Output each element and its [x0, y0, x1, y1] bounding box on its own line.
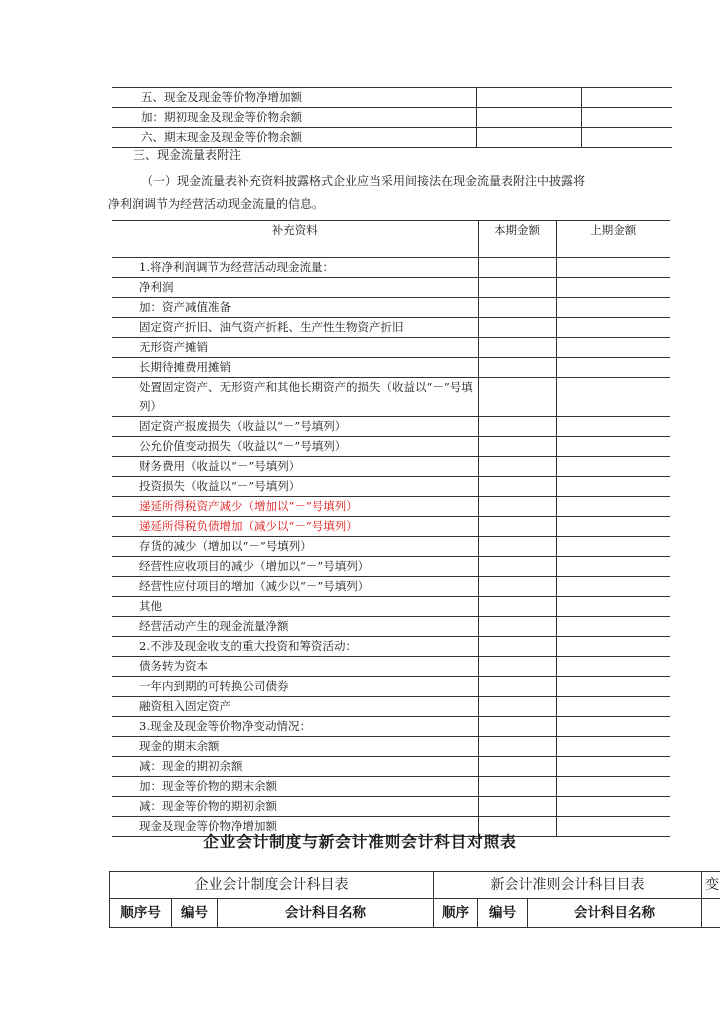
- row-label: 财务费用（收益以“－”号填列）: [112, 457, 478, 477]
- col-seq: 顺序号: [110, 899, 172, 928]
- row-label: 现金的期末余额: [112, 737, 478, 757]
- amount-cell: [478, 617, 556, 637]
- row-label: 减：现金等价物的期初余额: [112, 797, 478, 817]
- table-row: [112, 437, 670, 457]
- table-row: [112, 258, 670, 278]
- amount-cell: [556, 358, 670, 378]
- amount-cell: [478, 278, 556, 298]
- amount-cell: [478, 797, 556, 817]
- cash-balance-table: [112, 87, 672, 148]
- table-row: [112, 298, 670, 318]
- amount-cell: [556, 637, 670, 657]
- amount-cell: [478, 637, 556, 657]
- row-label: 固定资产折旧、油气资产折耗、生产性生物资产折旧: [112, 318, 478, 338]
- row-label: 其他: [112, 597, 478, 617]
- row-label: 债务转为资本: [112, 657, 478, 677]
- row-label: 减：现金的期初余额: [112, 757, 478, 777]
- table-row: [112, 697, 670, 717]
- table-header-row: [112, 221, 670, 258]
- row-label: 经营性应付项目的增加（减少以“－”号填列）: [112, 577, 478, 597]
- table-row: [112, 517, 670, 537]
- row-label: 存货的减少（增加以“－”号填列）: [112, 537, 478, 557]
- amount-cell: [478, 457, 556, 477]
- row-label: 现金及现金等价物净增加额: [112, 817, 478, 837]
- amount-cell: [556, 677, 670, 697]
- amount-cell: [556, 378, 670, 417]
- table-row: [112, 457, 670, 477]
- paragraph-line-1: （一）现金流量表补充资料披露格式企业应当采用间接法在现金流量表附注中披露将: [141, 174, 586, 188]
- amount-cell: [478, 757, 556, 777]
- amount-cell: [478, 298, 556, 318]
- table-row: [112, 717, 670, 737]
- header-prior-amount: 上期金额: [556, 221, 670, 258]
- table-row: [112, 777, 670, 797]
- table-row: [112, 477, 670, 497]
- table-row: [112, 278, 670, 298]
- table-row: [112, 677, 670, 697]
- amount-cell: [556, 318, 670, 338]
- row-label: 经营性应收项目的减少（增加以“－”号填列）: [112, 557, 478, 577]
- col-account-name: 会计科目名称: [218, 899, 434, 928]
- row-label: 加：现金等价物的期末余额: [112, 777, 478, 797]
- row-label: 加：期初现金及现金等价物余额: [112, 108, 476, 128]
- table-row: [112, 417, 670, 437]
- amount-cell: [478, 437, 556, 457]
- amount-cell: [556, 697, 670, 717]
- amount-cell: [556, 477, 670, 497]
- table-header-row: [110, 872, 720, 899]
- table-header-row: [110, 899, 720, 928]
- row-label: 经营活动产生的现金流量净额: [112, 617, 478, 637]
- row-label: 长期待摊费用摊销: [112, 358, 478, 378]
- row-label: 处置固定资产、无形资产和其他长期资产的损失（收益以“－”号填列）: [112, 378, 478, 417]
- amount-cell: [478, 378, 556, 417]
- row-label: 公允价值变动损失（收益以“－”号填列）: [112, 437, 478, 457]
- header-current-amount: 本期金额: [478, 221, 556, 258]
- amount-cell: [556, 517, 670, 537]
- amount-cell: [478, 497, 556, 517]
- amount-cell: [478, 717, 556, 737]
- col-seq: 顺序: [434, 899, 478, 928]
- amount-cell: [478, 537, 556, 557]
- amount-cell: [556, 657, 670, 677]
- table-row: [112, 497, 670, 517]
- row-label: 3.现金及现金等价物净变动情况：: [112, 717, 478, 737]
- amount-cell: [478, 338, 556, 358]
- row-label: 固定资产报废损失（收益以“－”号填列）: [112, 417, 478, 437]
- table-row: [112, 318, 670, 338]
- row-label: 投资损失（收益以“－”号填列）: [112, 477, 478, 497]
- header-old-system: 企业会计制度会计科目表: [110, 872, 434, 899]
- row-label: 1.将净利润调节为经营活动现金流量：: [112, 258, 478, 278]
- table-row: [112, 657, 670, 677]
- table-row: [112, 577, 670, 597]
- table-row: [112, 358, 670, 378]
- amount-cell: [478, 417, 556, 437]
- amount-cell: [556, 457, 670, 477]
- col-code: 编号: [478, 899, 528, 928]
- amount-cell: [556, 757, 670, 777]
- table-row: [112, 617, 670, 637]
- account-comparison-table: [109, 871, 720, 928]
- col-account-name: 会计科目名称: [528, 899, 702, 928]
- row-label: 递延所得税负债增加（减少以“－”号填列）: [112, 517, 478, 537]
- row-label: 2.不涉及现金收支的重大投资和筹资活动：: [112, 637, 478, 657]
- row-label: 递延所得税资产减少（增加以“－”号填列）: [112, 497, 478, 517]
- amount-cell: [478, 677, 556, 697]
- amount-cell: [556, 338, 670, 358]
- table-row: [112, 108, 672, 128]
- section-heading: 三、现金流量表附注: [133, 148, 242, 162]
- amount-cell: [556, 417, 670, 437]
- col-code: 编号: [172, 899, 218, 928]
- amount-cell: [556, 437, 670, 457]
- amount-cell: [556, 537, 670, 557]
- row-label: 五、现金及现金等价物净增加额: [112, 88, 476, 108]
- amount-cell: [478, 517, 556, 537]
- amount-cell: [478, 697, 556, 717]
- table-row: [112, 557, 670, 577]
- header-change: 变: [702, 872, 720, 899]
- amount-cell: [478, 737, 556, 757]
- amount-cell: [556, 497, 670, 517]
- comparison-title: 企业会计制度与新会计准则会计科目对照表: [203, 832, 517, 851]
- amount-cell: [478, 358, 556, 378]
- header-new-standard: 新会计准则会计科目目表: [434, 872, 702, 899]
- amount-cell: [478, 477, 556, 497]
- table-row: [112, 757, 670, 777]
- row-label: 加：资产减值准备: [112, 298, 478, 318]
- table-row: [112, 537, 670, 557]
- amount-cell: [556, 737, 670, 757]
- amount-cell: [556, 717, 670, 737]
- paragraph-line-2: 净利润调节为经营活动现金流量的信息。: [108, 197, 325, 211]
- table-row: [112, 378, 670, 417]
- amount-cell: [556, 797, 670, 817]
- table-row: [112, 737, 670, 757]
- row-label: 净利润: [112, 278, 478, 298]
- amount-cell: [556, 777, 670, 797]
- amount-cell: [478, 777, 556, 797]
- amount-cell: [556, 577, 670, 597]
- table-row: [112, 88, 672, 108]
- amount-cell: [556, 597, 670, 617]
- amount-cell: [478, 597, 556, 617]
- table-row: [112, 637, 670, 657]
- amount-cell: [478, 557, 556, 577]
- table-row: [112, 797, 670, 817]
- amount-cell: [478, 577, 556, 597]
- amount-cell: [478, 318, 556, 338]
- header-supp-info: 补充资料: [112, 221, 478, 258]
- row-label: 六、期末现金及现金等价物余额: [112, 128, 476, 148]
- table-row: [112, 597, 670, 617]
- supplementary-info-table: [112, 220, 670, 837]
- table-row: [112, 338, 670, 358]
- amount-cell: [556, 278, 670, 298]
- amount-cell: [478, 258, 556, 278]
- amount-cell: [556, 617, 670, 637]
- amount-cell: [556, 258, 670, 278]
- row-label: 一年内到期的可转换公司债券: [112, 677, 478, 697]
- amount-cell: [556, 557, 670, 577]
- row-label: 融资租入固定资产: [112, 697, 478, 717]
- amount-cell: [478, 657, 556, 677]
- row-label: 无形资产摊销: [112, 338, 478, 358]
- amount-cell: [556, 298, 670, 318]
- table-row: [112, 128, 672, 148]
